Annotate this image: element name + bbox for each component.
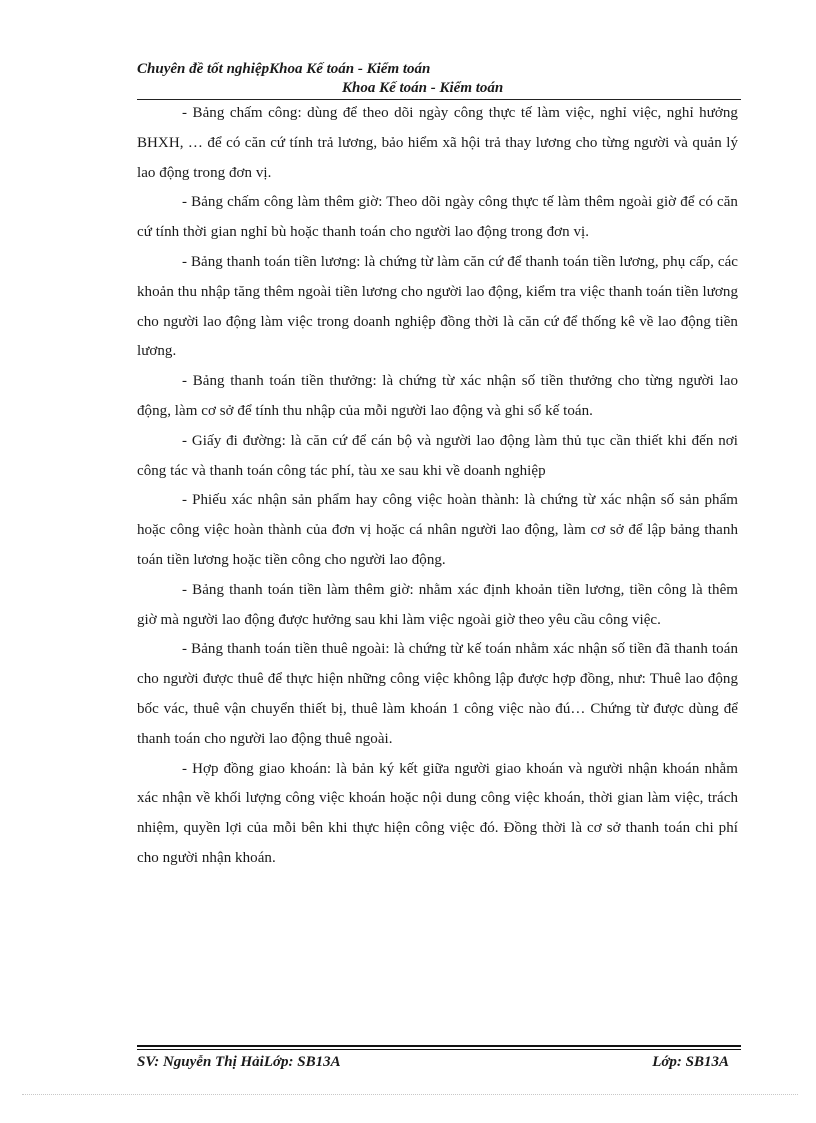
footer-divider-thin [137,1049,741,1050]
paragraph-cham-cong-them-gio: - Bảng chấm công làm thêm giờ: Theo dõi ngày công thực tế làm thêm ngoài giờ để có căn cứ tính thời gian nghỉ bù hoặc thanh toán cho người lao động trong đơn vị. [137,194,738,241]
header-subtitle: Khoa Kế toán - Kiểm toán [342,80,504,96]
paragraph-bang-cham-cong: - Bảng chấm công: dùng để theo dõi ngày công thực tế làm việc, nghỉ việc, nghỉ hưởng BHXH, … để có căn cứ tính trả lương, bảo hiểm xã hội trả thay lương cho từng người và quản lý lao động trong đơn vị. [137,105,738,181]
body-text [137,99,738,874]
paragraph-thanh-toan-tien-luong: - Bảng thanh toán tiền lương: là chứng từ làm căn cứ để thanh toán tiền lương, phụ cấp, các khoản thu nhập tăng thêm ngoài tiền lương cho người lao động, kiểm tra việc thanh toán tiền lương cho người lao động làm việc trong doanh nghiệp đồng thời là căn cứ để thống kê về lao động tiền lương. [137,253,738,360]
paragraph-giay-di-duong: - Giấy đi đường: là căn cứ để cán bộ và người lao động làm thủ tục cần thiết khi đến nơi công tác và thanh toán công tác phí, tàu xe sau khi về doanh nghiệp [137,432,738,479]
paragraph-phieu-xac-nhan: - Phiếu xác nhận sản phẩm hay công việc hoàn thành: là chứng từ xác nhận số sản phẩm hoặc công việc hoàn thành của đơn vị hoặc cá nhân người lao động, làm cơ sở để lập bảng thanh toán tiền lương hoặc tiền công cho người lao động. [137,492,738,568]
paragraph-thue-ngoai: - Bảng thanh toán tiền thuê ngoài: là chứng từ kế toán nhằm xác nhận số tiền đã thanh toán cho người được thuê để thực hiện những công việc không lập được hợp đồng, như: Thuê lao động bốc vác, thuê vận chuyển thiết bị, thuê làm khoán 1 công việc nào đú… Chứng từ được dùng để thanh toán cho người lao động thuê ngoài. [137,641,738,747]
footer-divider-thick [137,1045,741,1047]
header-title: Chuyên đề tốt nghiệpKhoa Kế toán - Kiểm toán [137,61,431,77]
paragraph-hop-dong-giao-khoan: - Hợp đồng giao khoán: là bản ký kết giữa người giao khoán và người nhận khoán nhằm xác nhận về khối lượng công việc khoán hoặc nội dung công việc khoán, thời gian làm việc, trách nhiệm, quyền lợi của mỗi bên khi thực hiện công việc đó. Đồng thời là cơ sở thanh toán chi phí cho người nhận khoán. [137,760,738,866]
paragraph-thanh-toan-tien-thuong: - Bảng thanh toán tiền thưởng: là chứng từ xác nhận số tiền thưởng cho từng người lao động, làm cơ sở để tính thu nhập của mỗi người lao động và ghi sổ kế toán. [137,373,738,419]
page-bottom-border [22,1094,798,1095]
footer-class: Lớp: SB13A [652,1054,729,1070]
paragraph-lam-them-gio: - Bảng thanh toán tiền làm thêm giờ: nhằm xác định khoản tiền lương, tiền công là thêm giờ mà người lao động được hưởng sau khi làm việc ngoài giờ theo yêu cầu công việc. [137,581,738,628]
page-header [137,60,741,98]
footer-student: SV: Nguyễn Thị HảiLớp: SB13A [137,1054,341,1070]
page-footer [137,1052,741,1072]
